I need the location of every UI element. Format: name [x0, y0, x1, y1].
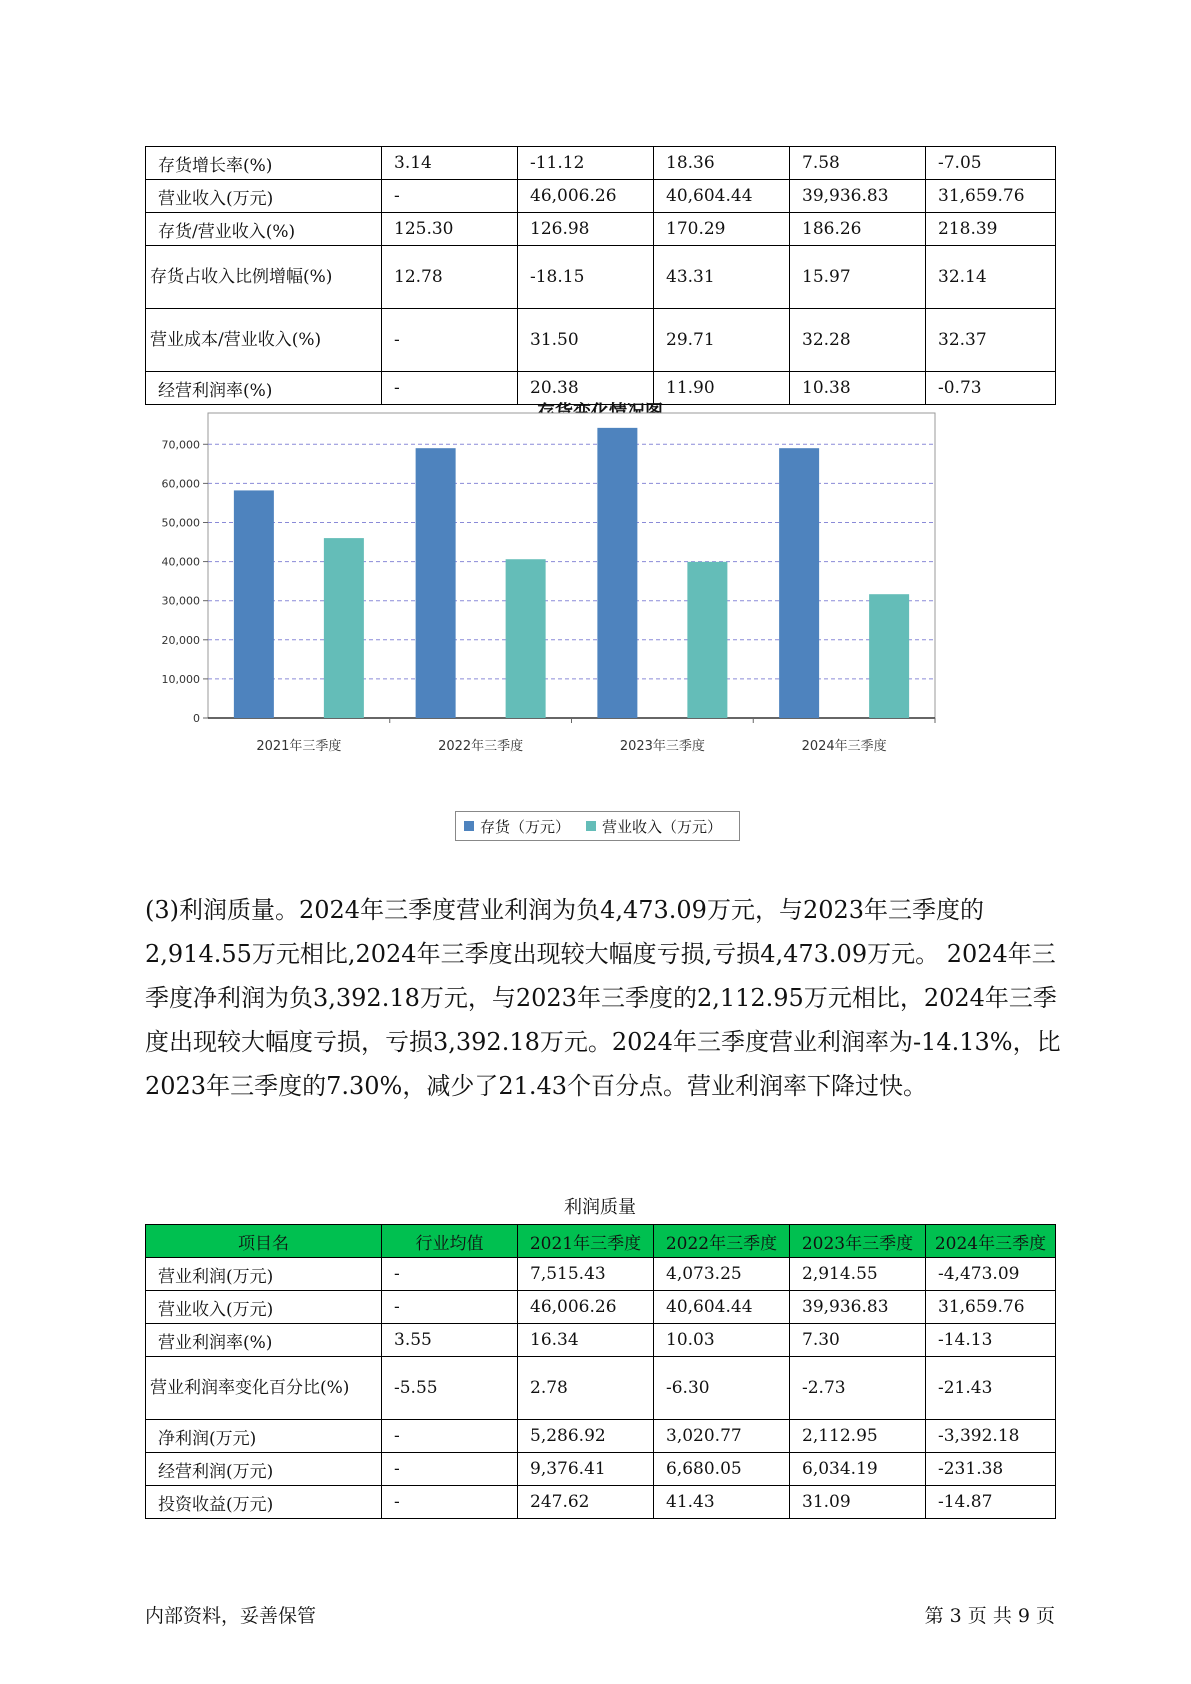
value-cell: 7,515.43 [518, 1258, 654, 1291]
x-tick-label: 2024年三季度 [801, 739, 887, 754]
row-label-cell: 营业成本/营业收入(%) [146, 309, 382, 372]
value-cell: 32.28 [790, 309, 926, 372]
legend-item-revenue [586, 816, 722, 837]
legend-label-inventory: 存货（万元） [480, 817, 571, 836]
legend-swatch-revenue [586, 821, 596, 831]
row-label-cell: 经营利润(万元) [146, 1453, 382, 1486]
bar-revenue [324, 538, 364, 718]
value-cell: - [382, 1291, 518, 1324]
chart-canvas [145, 398, 1055, 858]
column-header: 项目名 [146, 1225, 382, 1258]
value-cell: - [382, 309, 518, 372]
value-cell: -0.73 [926, 372, 1056, 405]
table-row [146, 1453, 1056, 1486]
column-header: 2024年三季度 [926, 1225, 1056, 1258]
value-cell: 7.30 [790, 1324, 926, 1357]
value-cell: 6,680.05 [654, 1453, 790, 1486]
row-label-cell: 投资收益(万元) [146, 1486, 382, 1519]
row-label-cell: 营业利润率变化百分比(%) [146, 1357, 382, 1420]
value-cell: -14.87 [926, 1486, 1056, 1519]
value-cell: 12.78 [382, 246, 518, 309]
inventory-metrics-table [145, 146, 1056, 405]
y-tick-label: 10,000 [161, 672, 200, 686]
bar-revenue [869, 594, 909, 718]
legend-swatch-inventory [464, 821, 474, 831]
value-cell: -3,392.18 [926, 1420, 1056, 1453]
table-row [146, 180, 1056, 213]
y-tick-label: 70,000 [161, 438, 200, 452]
row-label-cell: 存货占收入比例增幅(%) [146, 246, 382, 309]
value-cell: 10.38 [790, 372, 926, 405]
bar-revenue [506, 559, 546, 718]
value-cell: -14.13 [926, 1324, 1056, 1357]
table-row [146, 213, 1056, 246]
column-header: 2021年三季度 [518, 1225, 654, 1258]
bar-inventory [597, 428, 637, 718]
x-tick-label: 2022年三季度 [438, 739, 524, 754]
value-cell: 247.62 [518, 1486, 654, 1519]
y-tick-label: 40,000 [161, 555, 200, 569]
value-cell: 3.55 [382, 1324, 518, 1357]
y-tick-label: 20,000 [161, 633, 200, 647]
value-cell: -6.30 [654, 1357, 790, 1420]
value-cell: 15.97 [790, 246, 926, 309]
bar-inventory [416, 448, 456, 718]
value-cell: 43.31 [654, 246, 790, 309]
bar-inventory [234, 490, 274, 718]
value-cell: 126.98 [518, 213, 654, 246]
table-header-row [146, 1225, 1056, 1258]
value-cell: 125.30 [382, 213, 518, 246]
table-row [146, 1357, 1056, 1420]
legend-label-revenue: 营业收入（万元） [602, 817, 723, 836]
value-cell: 7.58 [790, 147, 926, 180]
value-cell: - [382, 1453, 518, 1486]
value-cell: 32.14 [926, 246, 1056, 309]
chart-legend [455, 811, 740, 841]
value-cell: 29.71 [654, 309, 790, 372]
value-cell: 4,073.25 [654, 1258, 790, 1291]
row-label-cell: 净利润(万元) [146, 1420, 382, 1453]
value-cell: 31,659.76 [926, 1291, 1056, 1324]
value-cell: 2,112.95 [790, 1420, 926, 1453]
y-tick-label: 0 [193, 712, 200, 725]
table-row [146, 309, 1056, 372]
y-tick-label: 30,000 [161, 594, 200, 608]
x-tick-label: 2023年三季度 [619, 739, 705, 754]
value-cell: 170.29 [654, 213, 790, 246]
value-cell: 11.90 [654, 372, 790, 405]
table-row [146, 1486, 1056, 1519]
inventory-chart [145, 398, 1055, 858]
value-cell: - [382, 372, 518, 405]
value-cell: -21.43 [926, 1357, 1056, 1420]
value-cell: 3.14 [382, 147, 518, 180]
value-cell: 2,914.55 [790, 1258, 926, 1291]
value-cell: 46,006.26 [518, 1291, 654, 1324]
value-cell: 2.78 [518, 1357, 654, 1420]
value-cell: -231.38 [926, 1453, 1056, 1486]
bar-revenue [687, 562, 727, 718]
value-cell: 31.50 [518, 309, 654, 372]
value-cell: -2.73 [790, 1357, 926, 1420]
value-cell: 32.37 [926, 309, 1056, 372]
value-cell: 16.34 [518, 1324, 654, 1357]
value-cell: 40,604.44 [654, 1291, 790, 1324]
value-cell: 31,659.76 [926, 180, 1056, 213]
row-label-cell: 营业收入(万元) [146, 1291, 382, 1324]
row-label-cell: 营业利润(万元) [146, 1258, 382, 1291]
value-cell: 40,604.44 [654, 180, 790, 213]
table-row [146, 1420, 1056, 1453]
value-cell: 20.38 [518, 372, 654, 405]
value-cell: 5,286.92 [518, 1420, 654, 1453]
table-row [146, 246, 1056, 309]
table-row [146, 1258, 1056, 1291]
value-cell: -5.55 [382, 1357, 518, 1420]
value-cell: 18.36 [654, 147, 790, 180]
value-cell: - [382, 1486, 518, 1519]
value-cell: 9,376.41 [518, 1453, 654, 1486]
y-tick-label: 60,000 [161, 477, 200, 491]
value-cell: 41.43 [654, 1486, 790, 1519]
value-cell: 31.09 [790, 1486, 926, 1519]
column-header: 2022年三季度 [654, 1225, 790, 1258]
legend-item-inventory [464, 816, 570, 837]
profit-table-caption: 利润质量 [564, 1197, 636, 1218]
column-header: 行业均值 [382, 1225, 518, 1258]
row-label-cell: 经营利润率(%) [146, 372, 382, 405]
value-cell: 10.03 [654, 1324, 790, 1357]
value-cell: 6,034.19 [790, 1453, 926, 1486]
profit-quality-paragraph: (3)利润质量。2024年三季度营业利润为负4,473.09万元，与2023年三季度的2,914.55万元相比,2024年三季度出现较大幅度亏损,亏损4,473.09万元。 2024年三季度净利润为负3,392.18万元，与2023年三季度的2,112.95万元相比，2024年三季度出现较大幅度亏损，亏损3,392.18万元。2024年三季度营业利润率为-14.13%，比2023年三季度的7.30%，减少了21.43个百分点。营业利润率下降过快。 [145, 896, 1061, 1100]
value-cell: -7.05 [926, 147, 1056, 180]
profit-quality-table [145, 1224, 1056, 1519]
value-cell: -18.15 [518, 246, 654, 309]
table-row [146, 147, 1056, 180]
value-cell: - [382, 180, 518, 213]
value-cell: 218.39 [926, 213, 1056, 246]
bar-inventory [779, 448, 819, 718]
value-cell: -11.12 [518, 147, 654, 180]
plot-area [208, 413, 935, 718]
footer-confidential-note: 内部资料，妥善保管 [145, 1605, 317, 1627]
value-cell: - [382, 1258, 518, 1291]
x-tick-label: 2021年三季度 [256, 739, 342, 754]
value-cell: 39,936.83 [790, 180, 926, 213]
footer-page-number: 第 3 页 共 9 页 [924, 1605, 1055, 1627]
value-cell: 186.26 [790, 213, 926, 246]
row-label-cell: 存货/营业收入(%) [146, 213, 382, 246]
value-cell: - [382, 1420, 518, 1453]
y-tick-label: 50,000 [161, 516, 200, 530]
value-cell: 3,020.77 [654, 1420, 790, 1453]
table-row [146, 1324, 1056, 1357]
column-header: 2023年三季度 [790, 1225, 926, 1258]
value-cell: -4,473.09 [926, 1258, 1056, 1291]
row-label-cell: 营业利润率(%) [146, 1324, 382, 1357]
row-label-cell: 营业收入(万元) [146, 180, 382, 213]
value-cell: 39,936.83 [790, 1291, 926, 1324]
table-row [146, 1291, 1056, 1324]
value-cell: 46,006.26 [518, 180, 654, 213]
row-label-cell: 存货增长率(%) [146, 147, 382, 180]
